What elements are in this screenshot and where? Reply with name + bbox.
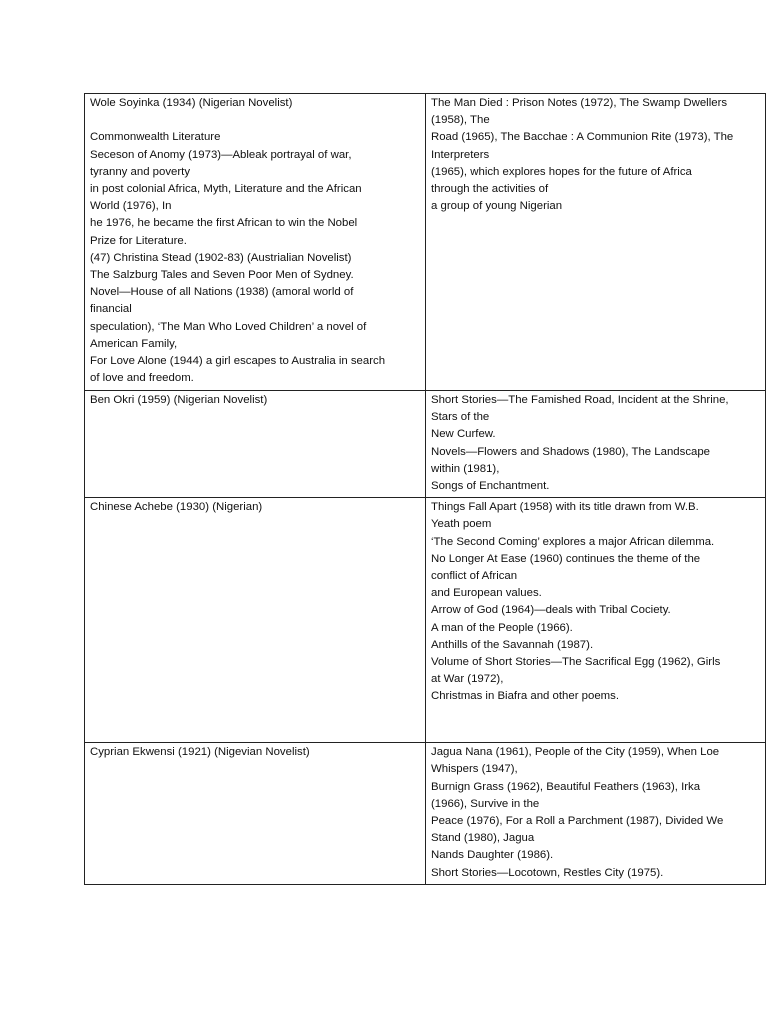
text-line: (47) Christina Stead (1902-83) (Austrialian Novelist) xyxy=(90,251,352,264)
author-cell xyxy=(85,743,426,885)
text-line: The Salzburg Tales and Seven Poor Men of Sydney. xyxy=(90,269,354,282)
literature-table xyxy=(84,93,766,885)
text-line: Jagua Nana (1961), People of the City (1959), When Loe xyxy=(431,746,720,759)
text-line: of love and freedom. xyxy=(90,372,194,385)
text-line: Anthills of the Savannah (1987). xyxy=(431,638,594,651)
text-line: conflict of African xyxy=(431,570,518,583)
text-line: (1958), The xyxy=(431,114,490,127)
text-line xyxy=(90,112,421,129)
text-line: Prize for Literature. xyxy=(90,234,187,247)
text-line: World (1976), In xyxy=(90,200,172,213)
text-line: New Curfew. xyxy=(431,428,496,441)
author-cell xyxy=(85,498,426,743)
text-line: tyranny and poverty xyxy=(90,165,191,178)
text-line: Short Stories—Locotown, Restles City (1975). xyxy=(431,866,664,879)
works-cell xyxy=(426,498,766,743)
text-line: For Love Alone (1944) a girl escapes to Australia in search xyxy=(90,355,386,368)
text-line: Ben Okri (1959) (Nigerian Novelist) xyxy=(90,394,268,406)
text-line: financial xyxy=(90,303,132,316)
text-line: Interpreters xyxy=(431,148,490,161)
text-line: a group of young Nigerian xyxy=(431,200,563,213)
text-line: ‘The Second Coming’ explores a major African dilemma. xyxy=(431,535,715,548)
text-line: in post colonial Africa, Myth, Literature and the African xyxy=(90,183,362,195)
works-cell xyxy=(426,743,766,885)
text-line: Burnign Grass (1962), Beautiful Feathers (1963), Irka xyxy=(431,780,701,793)
text-line: at War (1972), xyxy=(431,673,504,686)
text-line: he 1976, he became the first African to win the Nobel xyxy=(90,217,358,230)
works-cell xyxy=(426,94,766,391)
text-line: American Family, xyxy=(90,337,178,350)
text-line: The Man Died : Prison Notes (1972), The Swamp Dwellers xyxy=(431,97,728,109)
text-line: Songs of Enchantment. xyxy=(431,480,550,493)
text-line: Christmas in Biafra and other poems. xyxy=(431,690,620,703)
table-row xyxy=(85,391,766,498)
text-line: A man of the People (1966). xyxy=(431,621,573,634)
text-line: Things Fall Apart (1958) with its title drawn from W.B. xyxy=(431,501,699,514)
text-line: (1965), which explores hopes for the future of Africa xyxy=(431,165,692,178)
text-line: Seceson of Anomy (1973)—Ableak portrayal of war, xyxy=(90,148,352,161)
text-line: Short Stories—The Famished Road, Incident at the Shrine, xyxy=(431,394,729,406)
text-line: and European values. xyxy=(431,587,542,600)
text-line: Arrow of God (1964)—deals with Tribal Cociety. xyxy=(431,604,671,617)
table-row xyxy=(85,94,766,391)
text-line: Road (1965), The Bacchae : A Communion Rite (1973), The xyxy=(431,131,734,144)
text-line: Novels—Flowers and Shadows (1980), The Landscape xyxy=(431,445,711,458)
text-line: through the activities of xyxy=(431,183,549,196)
text-line: Whispers (1947), xyxy=(431,763,518,776)
text-line: Cyprian Ekwensi (1921) (Nigevian Novelist) xyxy=(90,746,310,759)
text-line: (1966), Survive in the xyxy=(431,797,540,810)
author-cell xyxy=(85,94,426,391)
text-line: Stars of the xyxy=(431,411,490,424)
text-line: Novel—House of all Nations (1938) (amoral world of xyxy=(90,286,354,299)
text-line: speculation), ‘The Man Who Loved Children’ a novel of xyxy=(90,320,367,333)
text-line: within (1981), xyxy=(431,462,500,475)
text-line: Volume of Short Stories—The Sacrifical Egg (1962), Girls xyxy=(431,656,721,669)
text-line: Wole Soyinka (1934) (Nigerian Novelist) xyxy=(90,97,293,109)
author-cell xyxy=(85,391,426,498)
text-line: Peace (1976), For a Roll a Parchment (1987), Divided We xyxy=(431,815,724,828)
text-line: No Longer At Ease (1960) continues the theme of the xyxy=(431,552,701,565)
text-line: Commonwealth Literature xyxy=(90,131,221,144)
text-line: Chinese Achebe (1930) (Nigerian) xyxy=(90,501,263,514)
text-line: Stand (1980), Jagua xyxy=(431,832,535,845)
text-line: Yeath poem xyxy=(431,518,492,531)
table-row xyxy=(85,498,766,743)
table-row xyxy=(85,743,766,885)
text-line: Nands Daughter (1986). xyxy=(431,849,554,862)
works-cell xyxy=(426,391,766,498)
